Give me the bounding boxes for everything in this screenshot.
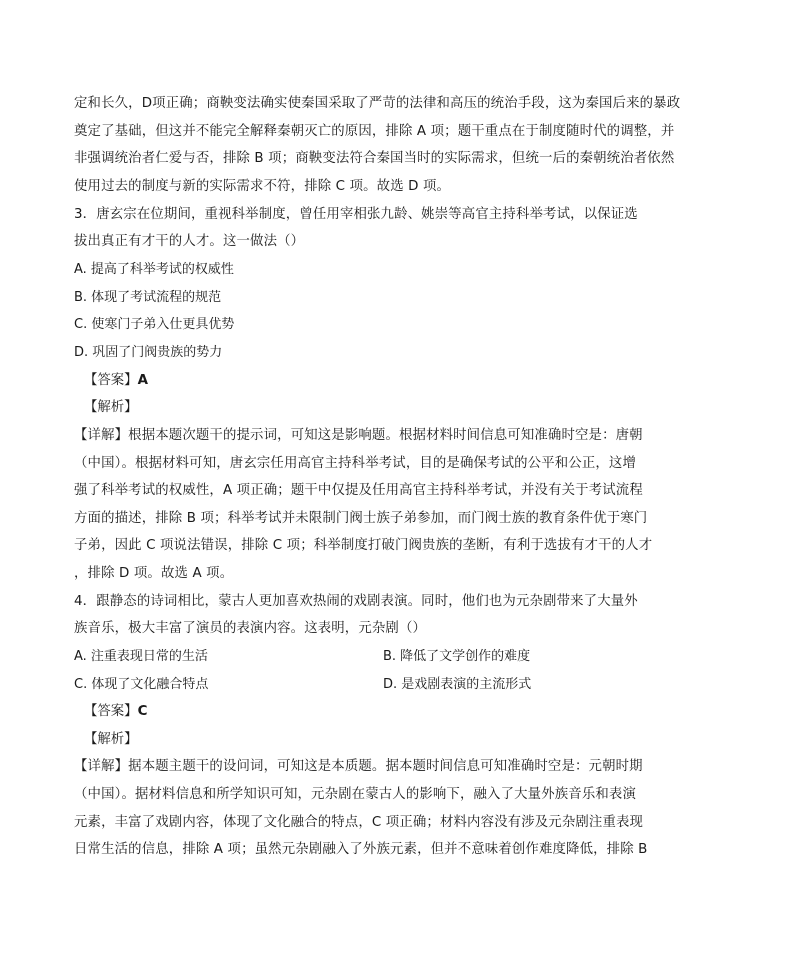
question-4-option-d: D. 是戏剧表演的主流形式: [383, 677, 532, 692]
question-3-answer: [84, 371, 148, 391]
question-3-option-a: A. 提高了科举考试的权威性: [74, 262, 234, 277]
question-3-detail-line: （中国）。根据材料可知，唐玄宗任用高官主持科举考试，目的是确保考试的公平和公正，这增: [74, 456, 637, 471]
detail-text: 根据本题次题干的提示词，可知这是影响题。根据材料时间信息可知准确时空是：唐朝: [128, 428, 643, 443]
question-4-option-a: A. 注重表现日常的生活: [74, 649, 208, 664]
question-4-stem-cont: 族音乐，极大丰富了演员的表演内容。这表明，元杂剧（）: [74, 621, 427, 636]
question-4-option-b: B. 降低了文学创作的难度: [383, 649, 531, 664]
detail-text: 据本题主题干的设问词，可知这是本质题。据本题时间信息可知准确时空是：元朝时期: [128, 759, 643, 774]
question-3-option-d: D. 巩固了门阀贵族的势力: [74, 345, 223, 360]
answer-label: 【答案】: [84, 704, 138, 719]
question-3-detail-line: 强了科举考试的权威性，A 项正确；题干中仅提及任用高官主持科举考试，并没有关于考试流程: [74, 483, 643, 498]
question-3-detail-line: 方面的描述，排除 B 项；科举考试并未限制门阀士族子弟参加，而门阀士族的教育条件优于寒门: [74, 511, 648, 526]
question-3-detail-line: ，排除 D 项。故选 A 项。: [74, 566, 234, 581]
prev-analysis-line: 奠定了基础，但这并不能完全解释秦朝灭亡的原因，排除 A 项；题干重点在于制度随时代的调整，并: [74, 124, 675, 139]
question-3-detail-line: [74, 426, 643, 446]
question-3-stem: 3．唐玄宗在位期间，重视科举制度，曾任用宰相张九龄、姚崇等高官主持科举考试，以保证选: [74, 207, 638, 222]
question-4-detail-line: 日常生活的信息，排除 A 项；虽然元杂剧融入了外族元素，但并不意味着创作难度降低，排除 B: [74, 842, 648, 857]
prev-analysis-line: 非强调统治者仁爱与否，排除 B 项；商鞅变法符合秦国当时的实际需求，但统一后的秦朝统治者依然: [74, 151, 675, 166]
answer-value: C: [137, 704, 148, 719]
prev-analysis-line: 使用过去的制度与新的实际需求不符，排除 C 项。故选 D 项。: [74, 179, 451, 194]
question-4-analysis-label: 【解析】: [84, 732, 138, 747]
question-4-detail-line: 元素，丰富了戏剧内容，体现了文化融合的特点，C 项正确；材料内容没有涉及元杂剧注重表现: [74, 815, 644, 830]
question-4-stem: 4．跟静态的诗词相比，蒙古人更加喜欢热闹的戏剧表演。同时，他们也为元杂剧带来了大量外: [74, 594, 638, 609]
question-3-stem-cont: 拔出真正有才干的人才。这一做法（）: [74, 234, 305, 249]
question-4-detail-line: （中国）。据材料信息和所学知识可知，元杂剧在蒙古人的影响下，融入了大量外族音乐和表演: [74, 787, 637, 802]
question-3-option-c: C. 使寒门子弟入仕更具优势: [74, 317, 235, 332]
question-4-option-c: C. 体现了文化融合特点: [74, 677, 209, 692]
detail-label: 【详解】: [74, 759, 129, 774]
answer-label: 【答案】: [84, 373, 138, 388]
detail-label: 【详解】: [74, 428, 129, 443]
question-3-option-b: B. 体现了考试流程的规范: [74, 290, 222, 305]
question-3-detail-line: 子弟，因此 C 项说法错误，排除 C 项；科举制度打破门阀贵族的垄断，有利于选拔有才干的人才: [74, 538, 653, 553]
question-4-detail-line: [74, 757, 643, 777]
question-4-answer: [84, 702, 147, 722]
question-3-analysis-label: 【解析】: [84, 400, 138, 415]
prev-analysis-line: 定和长久，D项正确；商鞅变法确实使秦国采取了严苛的法律和高压的统治手段，这为秦国后来的暴政: [74, 96, 681, 111]
answer-value: A: [137, 373, 148, 388]
